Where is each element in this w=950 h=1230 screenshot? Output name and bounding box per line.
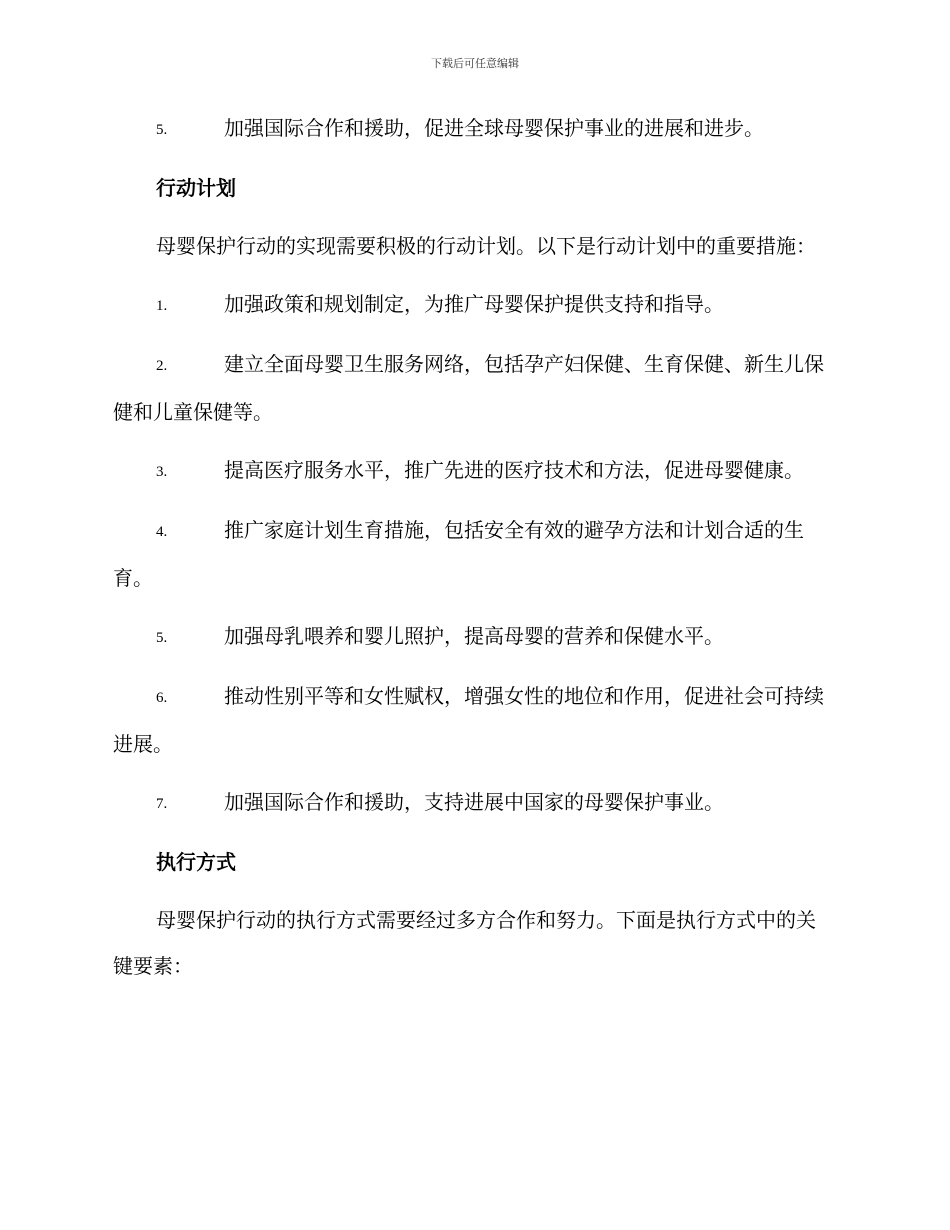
list-item [113, 673, 835, 767]
section-paragraph: 母婴保护行动的执行方式需要经过多方合作和努力。下面是执行方式中的关键要素： [113, 908, 816, 978]
list-text: 加强国际合作和援助，促进全球母婴保护事业的进展和进步。 [224, 116, 764, 140]
list-number: 7. [156, 796, 168, 812]
list-item [113, 281, 835, 329]
list-item [113, 447, 835, 495]
list-item [113, 341, 835, 435]
action-plan-list [113, 281, 835, 827]
list-number: 5. [156, 122, 168, 138]
list-item [113, 779, 835, 827]
page-header-watermark: 下载后可任意编辑 [431, 57, 519, 70]
list-number: 3. [156, 464, 168, 480]
list-text: 建立全面母婴卫生服务网络，包括孕产妇保健、生育保健、新生儿保健和儿童保健等。 [113, 352, 824, 424]
list-number: 6. [156, 690, 168, 706]
list-text: 提高医疗服务水平，推广先进的医疗技术和方法，促进母婴健康。 [224, 458, 804, 482]
list-text: 加强母乳喂养和婴儿照护，提高母婴的营养和保健水平。 [224, 624, 724, 648]
list-item [113, 613, 835, 661]
list-number: 2. [156, 358, 168, 374]
section-paragraph: 母婴保护行动的实现需要积极的行动计划。以下是行动计划中的重要措施： [156, 234, 816, 258]
list-number: 4. [156, 524, 168, 540]
list-text: 推动性别平等和女性赋权，增强女性的地位和作用，促进社会可持续进展。 [113, 684, 824, 756]
list-text: 加强国际合作和援助，支持进展中国家的母婴保护事业。 [224, 790, 724, 814]
list-item [113, 105, 835, 153]
list-item [113, 507, 835, 601]
list-text: 加强政策和规划制定，为推广母婴保护提供支持和指导。 [224, 292, 724, 316]
list-text: 推广家庭计划生育措施，包括安全有效的避孕方法和计划合适的生育。 [113, 518, 804, 590]
list-number: 1. [156, 298, 168, 314]
document-body [113, 105, 835, 989]
list-number: 5. [156, 630, 168, 646]
section-heading-execution: 执行方式 [156, 850, 236, 874]
section-heading-action-plan: 行动计划 [156, 176, 236, 200]
